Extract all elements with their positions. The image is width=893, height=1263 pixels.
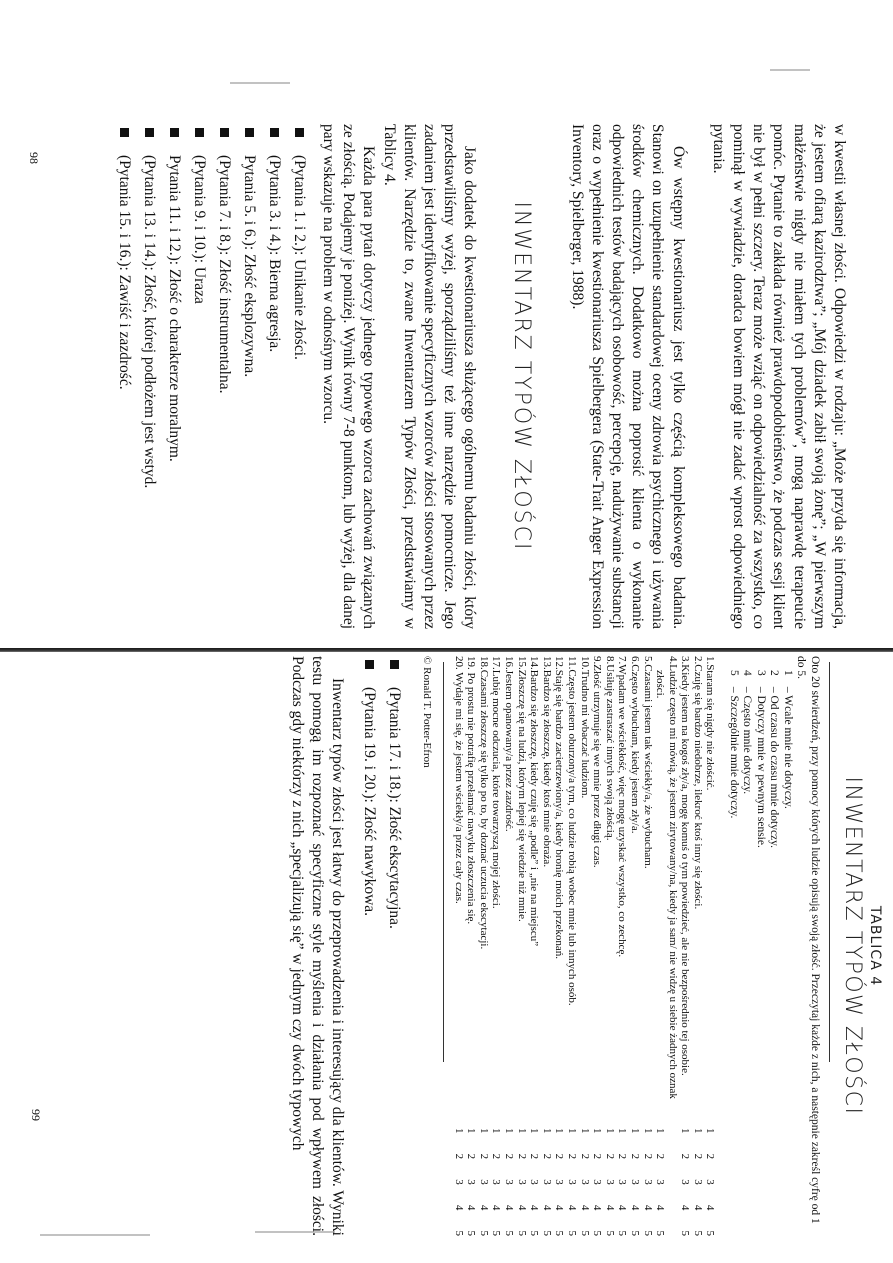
rating-value[interactable]: 1 [603, 1128, 616, 1134]
page-99 [0, 654, 893, 1263]
item-text: 9.Złość utrzymuje się we mnie przez długi czas. [591, 656, 604, 868]
questionnaire-row [578, 656, 591, 1236]
divider [829, 662, 830, 1062]
rating-value[interactable]: 4 [654, 1204, 667, 1211]
list-item: (Pytania 1. i 2.): Unikanie złości. [287, 124, 312, 629]
questionnaire-items [452, 656, 716, 1236]
rating-value[interactable]: 5 [578, 1230, 591, 1236]
rating-value[interactable]: 3 [565, 1179, 578, 1185]
questionnaire-row [465, 656, 478, 1236]
rating-value[interactable]: 5 [490, 1230, 503, 1236]
questionnaire-row [515, 656, 528, 1236]
rating-options [654, 1118, 667, 1236]
rating-options [502, 1118, 515, 1236]
item-text: 6.Często wybucham, kiedy jestem zły/a. [628, 656, 641, 834]
questionnaire-row [565, 656, 578, 1236]
item-text: 19. Po prostu nie potrafię przełamać nawyku złoszczenia się. [465, 656, 478, 925]
rating-value[interactable]: 4 [565, 1204, 578, 1211]
section-heading: INWENTARZ TYPÓW ZŁOŚCI [509, 201, 535, 552]
questionnaire-row [452, 656, 465, 1236]
rating-value[interactable]: 5 [553, 1230, 566, 1236]
rating-value[interactable]: 2 [503, 1153, 515, 1160]
scale-item: 4 – Często mnie dotyczy. [741, 670, 754, 795]
list-item: Pytania 5. i 6.): Złość eksplozywna. [237, 124, 262, 629]
rating-value[interactable]: 4 [616, 1204, 629, 1211]
item-text: 1.Staram się nigdy nie złościć. [704, 656, 717, 791]
rating-value[interactable]: 3 [616, 1179, 629, 1185]
rating-value[interactable]: 2 [704, 1153, 717, 1160]
anger-pattern-list [112, 124, 312, 629]
rating-value[interactable]: 1 [641, 1128, 654, 1134]
rating-value[interactable]: 5 [628, 1230, 641, 1236]
rating-value[interactable]: 4 [553, 1204, 566, 1211]
rating-value[interactable]: 3 [641, 1179, 654, 1185]
book-gutter [0, 648, 893, 652]
bullet-square-icon [245, 128, 254, 137]
rating-options [591, 1118, 604, 1236]
rating-value[interactable]: 2 [603, 1153, 616, 1160]
rating-value[interactable]: 4 [603, 1204, 616, 1211]
item-text: 14.Bardzo się złoszczę, kiedy czuję się „podle” i „nie na miejscu” [528, 656, 541, 947]
questionnaire-row [502, 656, 515, 1236]
rating-value[interactable]: 5 [641, 1230, 654, 1236]
rating-options [540, 1118, 553, 1236]
item-text: 17.Lubię mocne odczucia, które towarzyszą mojej złości. [490, 656, 503, 909]
list-item: (Pytania 9. i 10.): Uraza [187, 124, 212, 629]
rating-value[interactable]: 1 [490, 1128, 503, 1134]
rating-options [565, 1118, 578, 1236]
page-number: 99 [29, 1109, 43, 1121]
rating-value[interactable]: 3 [515, 1179, 528, 1185]
rating-value[interactable]: 4 [641, 1204, 654, 1211]
bullet-square-icon [120, 128, 129, 137]
questionnaire-row [641, 656, 654, 1236]
rating-options [553, 1118, 566, 1236]
rating-value[interactable]: 5 [603, 1230, 616, 1236]
item-text: 12.Staję się bardzo zacietrzewiony/a, kiedy bronię moich przekonań. [553, 656, 566, 959]
rating-value[interactable]: 1 [503, 1128, 515, 1134]
rating-value[interactable]: 2 [465, 1153, 478, 1160]
table-label: TABLICA 4 [867, 905, 883, 987]
rating-options [528, 1118, 541, 1236]
rating-options [641, 1118, 654, 1236]
rating-value[interactable]: 4 [528, 1204, 541, 1211]
bullet-square-icon [295, 128, 304, 137]
scale-item: 5 – Szczególnie mnie dotyczy. [728, 670, 740, 819]
rating-options [616, 1118, 629, 1236]
rating-options [465, 1118, 478, 1236]
item-text: 4.Ludzie często mi mówią, że jestem zirytowany/na, kiedy ja sam/ nie widzę u siebie żadnych oznak złości. [654, 656, 679, 1099]
rating-value[interactable]: 3 [628, 1179, 641, 1185]
bullet-square-icon [220, 128, 229, 137]
rating-value[interactable]: 5 [528, 1230, 541, 1236]
table-instructions: Oto 20 stwierdzeń, przy pomocy których ludzie opisują swoją złość. Przeczytaj każde z nich, a następnie zakreśl cyfrę od 1 do 5. [795, 656, 821, 1224]
rating-value[interactable]: 4 [679, 1204, 692, 1211]
rating-value[interactable]: 5 [465, 1230, 478, 1236]
rating-value[interactable]: 1 [691, 1128, 704, 1134]
rating-scale [727, 656, 795, 1236]
questionnaire-row [591, 656, 604, 1236]
questionnaire-row [704, 656, 717, 1236]
rating-value[interactable]: 5 [540, 1230, 553, 1236]
rating-value[interactable]: 2 [578, 1153, 591, 1160]
list-item: (Pytania 3. i 4.): Bierna agresja. [262, 124, 287, 629]
rating-value[interactable]: 1 [578, 1128, 591, 1134]
rating-value[interactable]: 2 [565, 1153, 578, 1160]
rating-value[interactable]: 3 [490, 1179, 503, 1185]
paragraph-scoring: Każda para pytań dotyczy jednego typowego wzorca zachowań związanych ze złością. Podajemy je poniżej. Wynik równy 7-8 punktom, lub wyżej, dla danej pary wskazuje na problem w odnośnym wzorcu. [319, 124, 378, 629]
rating-value[interactable]: 1 [528, 1128, 541, 1134]
questionnaire-row [603, 656, 616, 1236]
item-text: 7.Wpadam we wściekłość, więc mogę uzyskać wszystko, co zechcę. [616, 656, 629, 958]
item-text: 18.Czasami złoszczę się tylko po to, by doznać uczucia ekscytacji. [477, 656, 490, 950]
rating-options [515, 1118, 528, 1236]
questionnaire-row [540, 656, 553, 1236]
closing-paragraph: Inwentarz typów złości jest łatwy do przeprowadzenia i interesujący dla klientów. Wyniki testu pomogą im rozpoznać specyficzne style myślenia i działania pod wpływem złości. Podczas gdy niektórzy z nich „specjalizują się” w jednym czy dwóch typowych [288, 656, 347, 1236]
rating-value[interactable]: 2 [591, 1153, 604, 1160]
rating-options [452, 1118, 465, 1236]
rating-value[interactable]: 4 [515, 1204, 528, 1211]
item-text: 11.Często jestem oburzony/a tym, co ludzie robią wobec mnie lub innych osób. [565, 656, 578, 1006]
rating-options [704, 1118, 717, 1236]
rating-value[interactable]: 2 [477, 1153, 490, 1160]
bullet-square-icon [365, 660, 374, 669]
rating-value[interactable]: 2 [490, 1153, 503, 1160]
rating-value[interactable]: 3 [603, 1179, 616, 1185]
item-text: 20. Wydaje mi się, że jestem wściekły/a przez cały czas. [452, 656, 465, 904]
item-text: 3.Kiedy jestem na kogoś zły/a, mogę komuś o tym powiedzieć, ale nie bezpośrednio tej osobie. [679, 656, 692, 1076]
rating-value[interactable]: 3 [553, 1179, 566, 1185]
rating-value[interactable]: 3 [477, 1179, 490, 1185]
rating-value[interactable]: 4 [578, 1204, 591, 1211]
rating-options [477, 1118, 490, 1236]
rating-value[interactable]: 4 [540, 1204, 553, 1211]
rating-value[interactable]: 3 [452, 1179, 465, 1185]
rating-value[interactable]: 2 [553, 1153, 566, 1160]
rating-value[interactable]: 3 [578, 1179, 591, 1185]
rating-value[interactable]: 2 [654, 1153, 667, 1160]
rating-value[interactable]: 4 [503, 1204, 515, 1211]
rating-value[interactable]: 4 [465, 1204, 478, 1211]
rating-value[interactable]: 2 [691, 1153, 704, 1160]
rating-value[interactable]: 5 [691, 1230, 704, 1236]
rating-value[interactable]: 3 [704, 1179, 717, 1185]
rating-value[interactable]: 2 [540, 1153, 553, 1160]
list-item: (Pytania 15. i 16.): Zawiść i zazdrość. [112, 124, 137, 629]
rating-value[interactable]: 3 [654, 1179, 667, 1185]
rating-options [603, 1118, 616, 1236]
rating-value[interactable]: 2 [528, 1153, 541, 1160]
rating-value[interactable]: 4 [628, 1204, 641, 1211]
rating-value[interactable]: 1 [704, 1128, 717, 1134]
scale-item: 2 – Od czasu do czasu mnie dotyczy. [768, 670, 781, 849]
rating-value[interactable]: 5 [477, 1230, 490, 1236]
rating-options [578, 1118, 591, 1236]
rating-value[interactable]: 1 [654, 1128, 667, 1134]
rating-value[interactable]: 3 [503, 1179, 515, 1185]
rating-value[interactable]: 3 [465, 1179, 478, 1185]
rating-value[interactable]: 5 [503, 1230, 515, 1236]
rating-value[interactable]: 3 [540, 1179, 553, 1185]
bullet-square-icon [195, 128, 204, 137]
rating-value[interactable]: 1 [591, 1128, 604, 1134]
rating-value[interactable]: 1 [679, 1128, 692, 1134]
copyright-note: © Ronald T. Potter-Efron [421, 656, 434, 768]
rating-value[interactable]: 1 [628, 1128, 641, 1134]
rating-value[interactable]: 4 [591, 1204, 604, 1211]
rating-value[interactable]: 2 [515, 1153, 528, 1160]
list-item: (Pytania 19. i 20.): Złość nawykowa. [357, 656, 382, 1236]
rating-value[interactable]: 5 [704, 1230, 717, 1236]
rating-value[interactable]: 1 [553, 1128, 566, 1134]
rating-value[interactable]: 5 [452, 1230, 465, 1236]
rating-value[interactable]: 3 [679, 1179, 692, 1185]
item-text: 10.Trudno mi wbaczać ludziom. [578, 656, 591, 799]
rating-value[interactable]: 1 [515, 1128, 528, 1134]
rating-value[interactable]: 3 [591, 1179, 604, 1185]
page-number: 98 [27, 152, 41, 164]
rating-value[interactable]: 1 [452, 1128, 465, 1134]
rating-options [691, 1118, 704, 1236]
rating-value[interactable]: 1 [616, 1128, 629, 1134]
list-item: (Pytania 7. i 8.): Złość instrumentalna. [212, 124, 237, 629]
rating-value[interactable]: 4 [477, 1204, 490, 1211]
bullet-square-icon [270, 128, 279, 137]
bullet-square-icon [145, 128, 154, 137]
item-text: 16.Jestem opanowany/a przez zazdrość. [503, 656, 515, 832]
rating-value[interactable]: 1 [465, 1128, 478, 1134]
rating-value[interactable]: 5 [654, 1230, 667, 1236]
questionnaire-row [490, 656, 503, 1236]
item-text: 8.Usiłuję zastraszać innych swoją złością. [603, 656, 616, 841]
bullet-square-icon [390, 660, 399, 669]
questionnaire-row [679, 656, 692, 1236]
questionnaire-row [553, 656, 566, 1236]
rating-value[interactable]: 2 [452, 1153, 465, 1160]
rating-value[interactable]: 1 [565, 1128, 578, 1134]
rating-value[interactable]: 3 [691, 1179, 704, 1185]
rating-value[interactable]: 2 [628, 1153, 641, 1160]
paragraph-intro-questionnaire: Ów wstępny kwestionariusz jest tylko częścią kompleksowego badania. Stanowi on uzupełnienie standardowej oceny zdrowia psychicznego i używania środków chemicznych. Dodatkowo można poprosić klienta o wykonanie odpowiednich testów badających osobowość, percepcję, nadużywanie substancji oraz o wypełnienie kwestionariusza Spielbergera (State-Trait Anger Expression Inventory, Spielberger, 1988). [568, 124, 687, 629]
paragraph-inventory-intro: Jako dodatek do kwestionariusza służącego ogólnemu badaniu złości, który przedstawiliśmy wyżej, sporządziliśmy też inne narzędzie pomocnicze. Jego zadaniem jest identyfikowanie specyficznych wzorców złości stosowanych przez klientów. Narzędzie to, zwane Inwentarzem Typów Złości, przedstawiamy w Tablicy 4. [380, 124, 479, 629]
questionnaire-row [477, 656, 490, 1236]
rating-options [628, 1118, 641, 1236]
rating-value[interactable]: 4 [691, 1204, 704, 1211]
rating-value[interactable]: 1 [540, 1128, 553, 1134]
scale-item: 1 – Wcale mnie nie dotyczy. [782, 670, 794, 809]
table-heading: INWENTARZ TYPÓW ZŁOŚCI [840, 776, 865, 1116]
item-text: 13.Bardzo się złoszczę, kiedy ktoś mnie obraża. [540, 656, 553, 868]
rating-value[interactable]: 5 [565, 1230, 578, 1236]
questionnaire-row [654, 656, 679, 1236]
questionnaire-row [691, 656, 704, 1236]
rating-value[interactable]: 2 [679, 1153, 692, 1160]
questionnaire-row [628, 656, 641, 1236]
rating-value[interactable]: 4 [704, 1204, 717, 1211]
rating-value[interactable]: 4 [490, 1204, 503, 1211]
list-item: (Pytania 17. i 18.): Złość ekscytacyjna. [382, 656, 407, 1236]
rating-value[interactable]: 1 [477, 1128, 490, 1134]
scale-item: 3 – Dotyczy mnie w pewnym sensie. [755, 670, 767, 848]
list-item: (Pytania 13. i 14.): Złość, której podłożem jest wstyd. [137, 124, 162, 629]
divider [443, 662, 444, 1062]
item-text: 2.Czuję się bardzo niedobrze, ilekroć ktoś inny się złości. [691, 656, 704, 910]
rating-value[interactable]: 2 [616, 1153, 629, 1160]
questionnaire-row [616, 656, 629, 1236]
item-text: 15.Złoszczę się na ludzi, którym lepiej się wiedzie niż mnie. [515, 656, 528, 922]
item-text: 5.Czasami jestem tak wściekły/a, że wybucham. [641, 656, 654, 869]
list-item: Pytania 11. i 12.): Złość o charakterze moralnym. [162, 124, 187, 629]
rating-value[interactable]: 5 [591, 1230, 604, 1236]
rating-value[interactable]: 5 [616, 1230, 629, 1236]
rating-value[interactable]: 5 [515, 1230, 528, 1236]
questionnaire-row [528, 656, 541, 1236]
bullet-square-icon [170, 128, 179, 137]
rating-value[interactable]: 4 [452, 1204, 465, 1211]
rating-value[interactable]: 5 [679, 1230, 692, 1236]
rating-options [490, 1118, 503, 1236]
paragraph-continued: w kwestii własnej złości. Odpowiedzi w rodzaju: „Może przyda się informacja, że jestem ofiarą kazirodztwa”; „Mój dziadek zabił swoją żonę”; „W pierwszym małżeństwie nigdy nie miałem tych problemów”, mogą naprawdę terapeucie pomóc. Pytanie to zakłada również prawdopodobieństwo, że podczas sesji klient nie był w pełni szczery. Teraz może wziąć on odpowiedzialność za wszystko, co pominął w wywiadzie, doradca bowiem mógł nie zadać wprost odpowiedniego pytania. [709, 124, 848, 629]
rating-value[interactable]: 2 [641, 1153, 654, 1160]
rating-options [679, 1118, 692, 1236]
anger-pattern-list-continued [357, 656, 407, 1236]
rating-value[interactable]: 3 [528, 1179, 541, 1185]
